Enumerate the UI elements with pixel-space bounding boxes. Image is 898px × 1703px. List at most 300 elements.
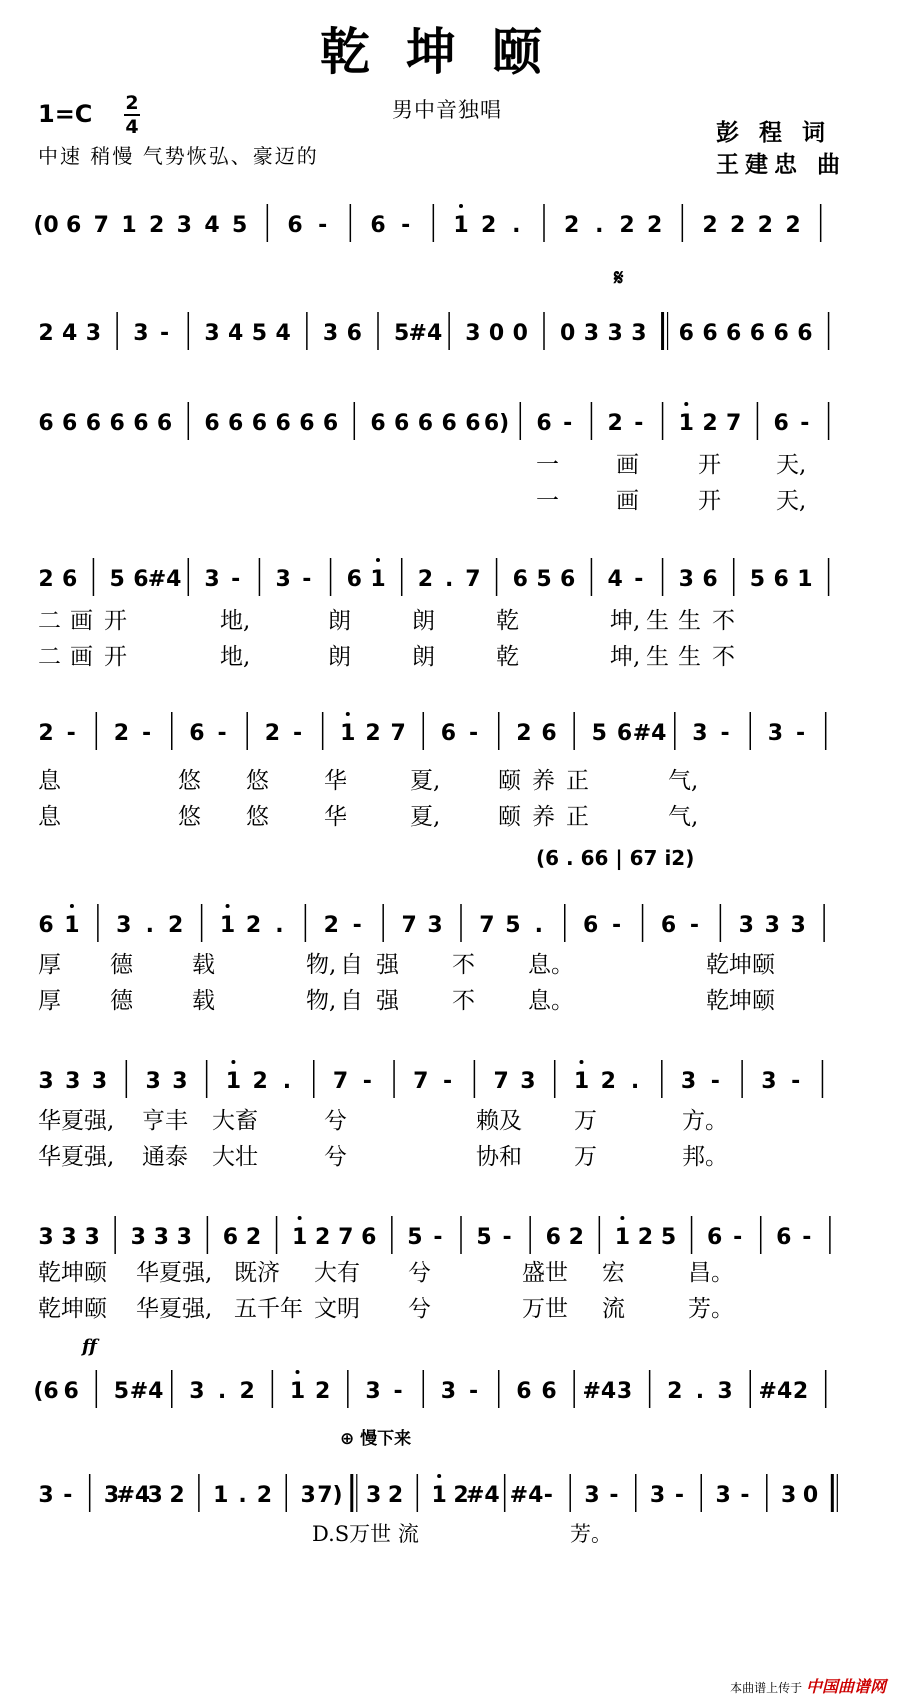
note: 3 (275, 567, 291, 592)
note: 2 (387, 1483, 404, 1508)
lyric-syllable: 五千年 (234, 1296, 303, 1322)
lyric-syllable: 地, (220, 608, 251, 634)
score-line-3 (38, 394, 868, 448)
note: - (634, 411, 644, 436)
lyric-syllable: 自 (340, 952, 363, 978)
note: - (217, 721, 227, 746)
lyric-syllable: 画 (616, 452, 639, 478)
lyric-row-6a (38, 946, 868, 976)
note: 3 (680, 1069, 697, 1094)
note: 2 (453, 1483, 469, 1508)
note: 1 (291, 1225, 308, 1250)
note: 1 (64, 913, 80, 938)
note: #4 (465, 1483, 500, 1508)
lyric-syllable: 赖及 (476, 1108, 522, 1134)
lyric-syllable: 流 (602, 1296, 625, 1322)
lyric-syllable: 自 (340, 988, 363, 1014)
note: 3 (84, 1225, 100, 1250)
note: 6 (204, 411, 220, 436)
page-title: 乾坤颐 (320, 22, 578, 81)
notation-svg (38, 704, 868, 758)
note: 2 (730, 213, 746, 238)
note: 2 (647, 213, 663, 238)
note: 6 (346, 321, 362, 346)
note: #4 (632, 721, 667, 746)
note: 3 (38, 1225, 54, 1250)
note: 3 (38, 1483, 54, 1508)
note: . (275, 913, 284, 938)
note: 3 (738, 913, 754, 938)
lyric-syllable: 地, (220, 644, 251, 670)
note: - (791, 1069, 801, 1094)
note: 1 (370, 567, 386, 592)
lyric-syllable: 兮 (324, 1108, 347, 1134)
note: - (433, 1225, 443, 1250)
note: 6 (660, 913, 677, 938)
lyric-syllable: 文明 (314, 1296, 360, 1322)
note: 1 (340, 721, 356, 746)
lyric-syllable: 德 (110, 988, 133, 1014)
note: (0 (33, 213, 59, 238)
note: 7 (332, 1069, 349, 1094)
note: 3 (440, 1379, 457, 1404)
note: 1 (289, 1379, 306, 1404)
note: 3 (133, 321, 149, 346)
note: - (66, 721, 76, 746)
note: 0 (488, 321, 505, 346)
lyric-syllable: 万 (574, 1108, 597, 1134)
lyric-syllable: 乾 (496, 644, 519, 670)
note: 6 (66, 213, 82, 238)
note: 2 (481, 213, 497, 238)
note: 6 (702, 567, 718, 592)
note: 3 (153, 1225, 169, 1250)
ds-end: 芳。 (570, 1522, 612, 1546)
lyric-syllable: 天, (776, 488, 807, 514)
note: 3 (116, 913, 132, 938)
lyric-syllable: 画 (70, 608, 93, 634)
note: - (352, 913, 362, 938)
note: 6 (222, 1225, 239, 1250)
note: 7 (93, 213, 109, 238)
lyric-syllable: 生 (646, 608, 669, 634)
note: 5 (407, 1225, 423, 1250)
note: - (795, 721, 806, 746)
lyric-syllable: 载 (192, 988, 215, 1014)
lyric-syllable: 强 (376, 952, 399, 978)
note: 6 (394, 411, 410, 436)
dynamic-marking: ff (82, 1336, 97, 1357)
note: 5 (113, 1379, 130, 1404)
notation-svg (38, 1052, 868, 1106)
note: 5 (232, 213, 248, 238)
note: - (401, 213, 411, 238)
note: 3 (145, 1069, 161, 1094)
note: 2 (113, 721, 130, 746)
note: 7 (493, 1069, 509, 1094)
note: 6 (156, 411, 173, 436)
note: . (534, 913, 543, 938)
note: - (302, 567, 312, 592)
note: 3 (465, 321, 481, 346)
lyric-row-8b (38, 1290, 868, 1320)
note: 4 (62, 321, 78, 346)
note: 3 (61, 1225, 77, 1250)
lyric-row-5a (38, 762, 868, 792)
note: 2 (169, 1483, 185, 1508)
note: 3 (365, 1483, 382, 1508)
note: 6 (516, 1379, 532, 1404)
lyric-syllable: 昌。 (688, 1260, 734, 1286)
note: - (740, 1483, 750, 1508)
lyric-syllable: 一 (536, 488, 559, 514)
note: 3 (692, 721, 708, 746)
lyric-syllable: 兮 (408, 1296, 431, 1322)
note: 2 (245, 913, 262, 938)
note: #4 (758, 1379, 793, 1404)
note: 6 (299, 411, 315, 436)
note: 3 (717, 1379, 733, 1404)
note: - (720, 721, 730, 746)
note: 3 (427, 913, 443, 938)
lyric-syllable: 天, (776, 452, 807, 478)
note: 6 (62, 411, 78, 436)
note: . (145, 913, 154, 938)
note: 6 (63, 1379, 79, 1404)
note: 1 (225, 1069, 242, 1094)
note: - (800, 411, 810, 436)
note: (6 (33, 1379, 59, 1404)
note: 2 (702, 411, 718, 436)
note: 1 (453, 213, 469, 238)
note: 2 (38, 321, 54, 346)
note: #4 (129, 1379, 164, 1404)
note: 3 (780, 1483, 797, 1508)
time-sig-bottom: 4 (125, 116, 139, 138)
lyric-syllable: 开 (104, 608, 127, 634)
note: 3 (761, 1069, 777, 1094)
note: 6 (287, 213, 303, 238)
notation-svg (38, 394, 868, 448)
note: 6 (228, 411, 244, 436)
note: 6 (441, 411, 457, 436)
note: 6 (38, 913, 54, 938)
octave-dot (346, 712, 350, 716)
note: 2 (38, 567, 54, 592)
note: #4 (408, 321, 443, 346)
lyric-syllable: 万世 (522, 1296, 568, 1322)
tempo-marking: 中速 稍慢 气势恢弘、豪迈的 (38, 144, 319, 168)
note: 2 (315, 1225, 331, 1250)
score-line-7 (38, 1052, 868, 1106)
lyric-syllable: 兮 (408, 1260, 431, 1286)
note: #4 (147, 567, 182, 592)
lyric-syllable: 乾坤颐 (38, 1260, 107, 1286)
note: 2 (619, 213, 635, 238)
note: 5 (251, 321, 268, 346)
note: 4 (275, 321, 291, 346)
lyric-row-4a (38, 602, 868, 632)
note: 5 (749, 567, 766, 592)
note: 2 (245, 1225, 262, 1250)
interlude-notes: (6 . 66 | 67 i2) (536, 846, 695, 870)
note: 6 (109, 411, 125, 436)
note: 2 (256, 1483, 273, 1508)
note: 2 (252, 1069, 268, 1094)
score-line-4 (38, 550, 868, 604)
lyric-syllable: 乾坤颐 (706, 952, 775, 978)
note: 6 (560, 567, 576, 592)
lyric-syllable: 画 (70, 644, 93, 670)
lyric-syllable: 华夏强, (38, 1108, 115, 1134)
lyric-syllable: 华 (324, 768, 347, 794)
lyric-syllable: 芳。 (688, 1296, 734, 1322)
note: 5 (660, 1225, 677, 1250)
lyric-syllable: 息。 (528, 988, 574, 1014)
note: 3 (85, 321, 102, 346)
lyric-syllable: 悠 (246, 804, 269, 830)
lyric-syllable: 乾坤颐 (38, 1296, 107, 1322)
note: 2 (667, 1379, 683, 1404)
lyric-syllable: 厚 (38, 988, 61, 1014)
lyric-syllable: 夏, (410, 768, 441, 794)
note: 3 (103, 1483, 120, 1508)
note: 3 (365, 1379, 381, 1404)
lyric-syllable: 二 (38, 608, 61, 634)
footer-credit (730, 1674, 886, 1697)
notation-svg (33, 196, 868, 250)
notation-svg (38, 896, 868, 950)
note: 1 (213, 1483, 229, 1508)
octave-dot (296, 1370, 300, 1374)
lyric-syllable: 华夏强, (38, 1144, 115, 1170)
note: 3 (189, 1379, 205, 1404)
octave-dot (459, 204, 463, 208)
note: 6 (133, 567, 149, 592)
lyric-row-3b (38, 482, 868, 512)
note: #4 (582, 1379, 617, 1404)
lyric-syllable: 载 (192, 952, 215, 978)
score-line-1 (33, 196, 868, 250)
note: 3 (790, 913, 806, 938)
note: 2 (516, 721, 532, 746)
lyric-syllable: 不 (452, 988, 475, 1014)
lyric-syllable: 养 (532, 768, 555, 794)
note: 6 (583, 913, 599, 938)
note: 2 (323, 913, 339, 938)
note: 3 (130, 1225, 146, 1250)
lyric-syllable: 息 (38, 768, 61, 794)
note: - (802, 1225, 812, 1250)
note: 3 (204, 567, 220, 592)
note: 3 (764, 913, 780, 938)
octave-dot (70, 904, 74, 908)
note: 6 (749, 321, 766, 346)
octave-dot (226, 904, 230, 908)
lyric-syllable: 不 (712, 608, 735, 634)
octave-dot (579, 1060, 583, 1064)
time-signature (124, 92, 140, 138)
note: 3 (147, 1483, 163, 1508)
lyric-syllable: 物, (306, 952, 337, 978)
note: 6 (545, 1225, 561, 1250)
note: 2 (417, 567, 434, 592)
score-line-2 (38, 304, 868, 358)
lyric-syllable: 大畜 (212, 1108, 258, 1134)
note: 4 (607, 567, 623, 592)
notation-svg (38, 304, 868, 358)
score-line-10 (38, 1466, 868, 1520)
note: - (142, 721, 152, 746)
note: 7 (479, 913, 495, 938)
note: 2 (600, 1069, 616, 1094)
key-signature: 1=C (38, 100, 93, 128)
lyric-syllable: 强 (376, 988, 399, 1014)
note: 3 (300, 1483, 316, 1508)
note: 2 (785, 213, 801, 238)
note: 3 (65, 1069, 81, 1094)
lyric-syllable: 协和 (476, 1144, 522, 1170)
lyric-syllable: 朗 (412, 608, 435, 634)
note: 0 (560, 321, 576, 346)
note: 6) (483, 411, 510, 436)
lyric-syllable: 万 (574, 1144, 597, 1170)
lyric-syllable: 坤, (610, 644, 641, 670)
lyric-syllable: 生 (646, 644, 669, 670)
lyric-syllable: 华夏强, (136, 1296, 213, 1322)
note: 2 (637, 1225, 654, 1250)
notation-svg (38, 550, 868, 604)
note: 5 (109, 567, 125, 592)
octave-dot (231, 1060, 235, 1064)
octave-dot (620, 1216, 624, 1220)
note: - (160, 321, 170, 346)
note: 6 (776, 1225, 792, 1250)
note: 6 (541, 1379, 557, 1404)
lyric-syllable: 气, (668, 768, 699, 794)
lyric-syllable: 邦。 (682, 1144, 728, 1170)
note: 0 (802, 1483, 819, 1508)
score-line-5 (38, 704, 868, 758)
note: 2 (149, 213, 165, 238)
note: 6 (370, 213, 386, 238)
note: 6 (541, 721, 557, 746)
note: 6 (678, 321, 694, 346)
lyric-syllable: 大有 (314, 1260, 360, 1286)
lyric-syllable: 气, (668, 804, 699, 830)
lyric-row-7b (38, 1138, 868, 1168)
note: 5 (394, 321, 410, 346)
note: 3 (172, 1069, 188, 1094)
note: - (689, 913, 700, 938)
notation-svg (38, 1466, 868, 1520)
lyric-syllable: 朗 (328, 608, 351, 634)
note: 3 (176, 1225, 192, 1250)
lyric-syllable: 颐 (498, 804, 521, 830)
note: - (543, 1483, 553, 1508)
note: 6 (706, 1225, 723, 1250)
note: #4 (116, 1483, 151, 1508)
segno-sign: 𝄋 (614, 266, 624, 291)
lyric-syllable: 朗 (412, 644, 435, 670)
lyric-syllable: 不 (452, 952, 475, 978)
lyric-syllable: 开 (698, 488, 721, 514)
note: 1 (614, 1225, 631, 1250)
note: 2 (792, 1379, 809, 1404)
note: - (710, 1069, 720, 1094)
note: 7 (465, 567, 481, 592)
note: 2 (365, 721, 381, 746)
note: 3 (616, 1379, 633, 1404)
note: - (231, 567, 241, 592)
lyric-syllable: 华 (324, 804, 347, 830)
note: - (443, 1069, 453, 1094)
note: 6 (773, 567, 789, 592)
score-line-9 (33, 1362, 868, 1416)
lyric-syllable: 宏 (602, 1260, 625, 1286)
lyric-row-7a (38, 1102, 868, 1132)
note: 2 (607, 411, 623, 436)
note: 3 (715, 1483, 731, 1508)
lyric-syllable: 物, (306, 988, 337, 1014)
note: - (612, 913, 622, 938)
lyric-row-5b (38, 798, 868, 828)
note: 7 (338, 1225, 354, 1250)
note: 6 (773, 321, 789, 346)
note: 1 (573, 1069, 590, 1094)
note: 2 (264, 721, 281, 746)
footer-text: 本曲谱上传于 (730, 1681, 803, 1695)
note: - (469, 1379, 479, 1404)
note: - (563, 411, 573, 436)
lyric-syllable: 盛世 (522, 1260, 568, 1286)
note: 6 (62, 567, 78, 592)
lyric-syllable: 华夏强, (136, 1260, 213, 1286)
lyric-syllable: 乾坤颐 (706, 988, 775, 1014)
note: 5 (476, 1225, 492, 1250)
note: - (502, 1225, 512, 1250)
score-line-6 (38, 896, 868, 950)
note: - (318, 213, 328, 238)
note: 6 (465, 411, 481, 436)
note: 2 (757, 213, 773, 238)
time-sig-top: 2 (125, 92, 139, 114)
note: 6 (361, 1225, 377, 1250)
note: 0 (512, 321, 528, 346)
note: 6 (370, 411, 386, 436)
note: 7 (726, 411, 742, 436)
note: 3 (322, 321, 339, 346)
lyric-syllable: 厚 (38, 952, 61, 978)
lyric-syllable: 悠 (178, 804, 201, 830)
note: 2 (568, 1225, 584, 1250)
note: 6 (417, 411, 434, 436)
note: . (630, 1069, 640, 1094)
lyric-syllable: 乾 (496, 608, 519, 634)
note: - (292, 721, 303, 746)
lyric-syllable: 悠 (178, 768, 201, 794)
lyric-syllable: 颐 (498, 768, 521, 794)
note: 5 (536, 567, 552, 592)
lyric-syllable: 亨丰 (142, 1108, 188, 1134)
note: 6 (797, 321, 813, 346)
lyric-syllable: 悠 (246, 768, 269, 794)
note: 2 (239, 1379, 255, 1404)
composer-credit: 王建忠 曲 (716, 152, 847, 178)
note: 3 (176, 213, 192, 238)
octave-dot (437, 1474, 441, 1478)
lyric-syllable: 方。 (682, 1108, 728, 1134)
